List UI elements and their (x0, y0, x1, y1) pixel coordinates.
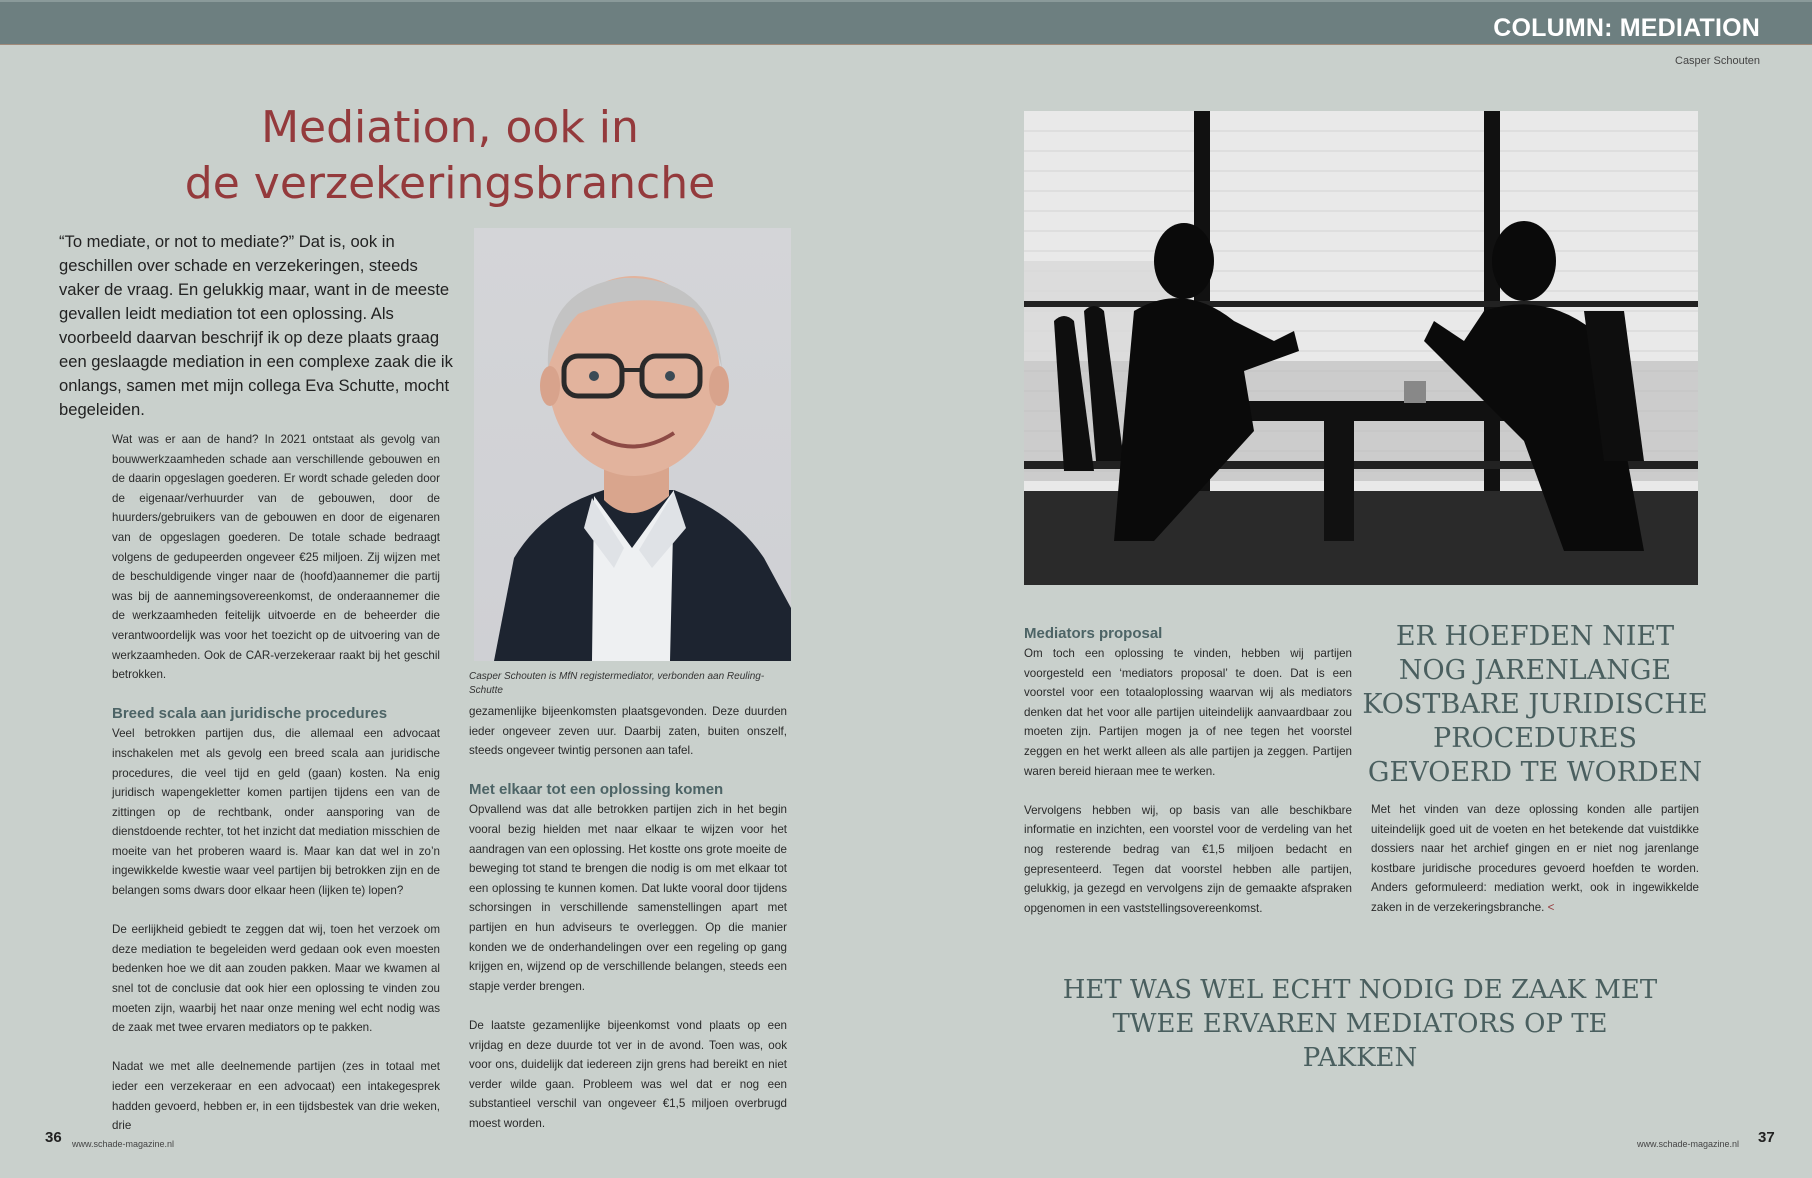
column-4 (1371, 800, 1699, 918)
pull-quote: HET WAS WEL ECHT NODIG DE ZAAK MET TWEE ERVAREN MEDIATORS OP TE PAKKEN (1062, 975, 1658, 1073)
website-url-right: www.schade-magazine.nl (1637, 1139, 1740, 1149)
author-name: Casper Schouten (1675, 55, 1760, 67)
website-url-left: www.schade-magazine.nl (72, 1139, 175, 1149)
paragraph: De eerlijkheid gebiedt te zeggen dat wij, toen het verzoek om deze mediation te begeleiden werd gedaan ook even moesten bedenken hoe we dit aan zouden pakken. Maar we kwamen al snel tot de conclusie dat ook hier een oplossing te vinden zou moeten zijn, waarbij het naar onze mening wel echt nodig was de zaak met twee ervaren mediators op te pakken. (112, 923, 440, 1035)
pull-quote: ER HOEFDEN NIET NOG JARENLANGE KOSTBARE JURIDISCHE PROCEDURES GEVOERD TE WORDEN (1362, 621, 1708, 788)
paragraph: Vervolgens hebben wij, op basis van alle beschikbare informatie en inzichten, een voorstel voor de verdeling van het nog resterende bedrag van €1,5 miljoen bedacht en gepresenteerd. Tegen dat voorstel hebben alle partijen, gelukkig, ja gezegd en vervolgens zijn de gemaakte afspraken opgenomen in een vaststellingsovereenkomst. (1024, 803, 1352, 915)
end-mark: < (1547, 900, 1555, 914)
title-line-2: de verzekeringsbranche (184, 158, 716, 209)
column-2 (469, 702, 787, 1133)
section-label: COLUMN: MEDIATION (1493, 14, 1760, 42)
closing-paragraph-text: Met het vinden van deze oplossing konden alle partijen uiteindelijk goed uit de voeten en het betekende dat vuistdikke dossiers naar het archief gingen en er niet nog jarenlange kostbare juridische procedures gevoerd hoefden te worden. Anders geformuleerd: mediation werkt, ook in ingewikkelde zaken in de verzekeringsbranche. (1371, 803, 1699, 914)
header-bar (0, 0, 1812, 45)
author-portrait (474, 228, 791, 661)
paragraph: Om toch een oplossing te vinden, hebben wij partijen voorgesteld een ‘mediators proposal’ te doen. Dat is een voorstel voor een totaaloplossing waarvan wij als mediators denken dat het voor alle partijen uiteindelijk aanvaardbaar zou moeten zijn. Partijen mogen ja of nee tegen het voorstel zeggen en het werkt alleen als alle partijen ja zeggen. Partijen waren bereid hieraan mee te werken. (1024, 647, 1352, 778)
paragraph: Wat was er aan de hand? In 2021 ontstaat als gevolg van bouwwerkzaamheden schade aan verschillende gebouwen en de daarin opgeslagen goederen. Er wordt schade geleden door de eigenaar/verhuurder van de gebouwen, door de huurders/gebruikers van de gebouwen en door de eigenaren van de opgeslagen goederen. De totale schade bedraagt volgens de gedupeerden ongeveer €25 miljoen. Zij wijzen met de beschuldigende vinger naar de (hoofd)aannemer die partij was bij de aannemingsovereenkomst, de onderaannemer die de werkzaamheden feitelijk uitvoerde en de beheerder die verantwoordelijk was voor het toezicht op de uitvoering van de werkzaamheden. Ook de CAR-verzekeraar raakt bij het geschil betrokken. (112, 433, 440, 682)
subheading: Breed scala aan juridische procedures (112, 705, 388, 723)
paragraph: Opvallend was dat alle betrokken partijen zich in het begin vooral bezig hielden met naar elkaar te wijzen voor het aandragen van een oplossing. Het kostte ons grote moeite de beweging tot stand te brengen die nodig is om met elkaar tot een oplossing te kunnen komen. Dat lukte vooral door tijdens schorsingen in verschillende samenstellingen apart met partijen en hun adviseurs te overleggen. Op die manier konden we de onderhandelingen over een regeling op gang krijgen en, wijzend op de verschillende belangen, steeds een stapje verder brengen. (469, 803, 787, 993)
photo-caption: Casper Schouten is MfN registermediator, verbonden aan Reuling-Schutte (469, 671, 765, 696)
paragraph: Nadat we met alle deelnemende partijen (zes in totaal met ieder een verzekeraar en een advocaat) een intakegesprek hadden gevoerd, hebben er, in een tijdsbestek van drie weken, drie (112, 1060, 440, 1133)
column-1 (112, 430, 440, 1136)
paragraph (1371, 800, 1699, 918)
meeting-photo (1024, 111, 1698, 585)
subheading: Mediators proposal (1024, 625, 1163, 642)
article-title (150, 100, 750, 212)
paragraph: De laatste gezamenlijke bijeenkomst vond plaats op een vrijdag en deze duurde tot ver in de avond. Toen was, ook voor ons, duidelijk dat iedereen zijn grens had bereikt en niet verder wilde gaan. Probleem was wel dat er nog een substantieel verschil van ongeveer €1,5 miljoen overbrugd moest worden. (469, 1018, 787, 1130)
title-line-1: Mediation, ook in (261, 102, 639, 153)
paragraph: Veel betrokken partijen dus, die allemaal een advocaat inschakelen met als gevolg een breed scala aan juridische procedures, die veel tijd en geld (gaan) kosten. Na enig juridisch wapengekletter komen partijen tijdens een van de zittingen op de rechtbank, onder aansporing van de dienstdoende rechter, tot het inzicht dat mediation misschien de moeite van het proberen waard is. Maar kan dat wel in zo’n ingewikkelde kwestie waar veel partijen bij betrokken zijn en de belangen soms dwars door elkaar heen (lijken te) lopen? (112, 727, 440, 898)
page-number-left: 36 (45, 1129, 62, 1146)
paragraph: gezamenlijke bijeenkomsten plaatsgevonden. Deze duurden ieder ongeveer zeven uur. Daarbij zaten, buiten onszelf, steeds ongeveer twintig personen aan tafel. (469, 705, 787, 758)
column-3 (1024, 624, 1352, 918)
intro-paragraph: “To mediate, or not to mediate?” Dat is, ook in geschillen over schade en verzekeringen, steeds vaker de vraag. En gelukkig maar, want in de meeste gevallen leidt mediation tot een oplossing. Als voorbeeld daarvan beschrijf ik op deze plaats graag een geslaagde mediation in een complexe zaak die ik onlangs, samen met mijn collega Eva Schutte, mocht begeleiden. (59, 232, 453, 419)
subheading: Met elkaar tot een oplossing komen (469, 781, 724, 799)
page-number-right: 37 (1758, 1129, 1775, 1146)
